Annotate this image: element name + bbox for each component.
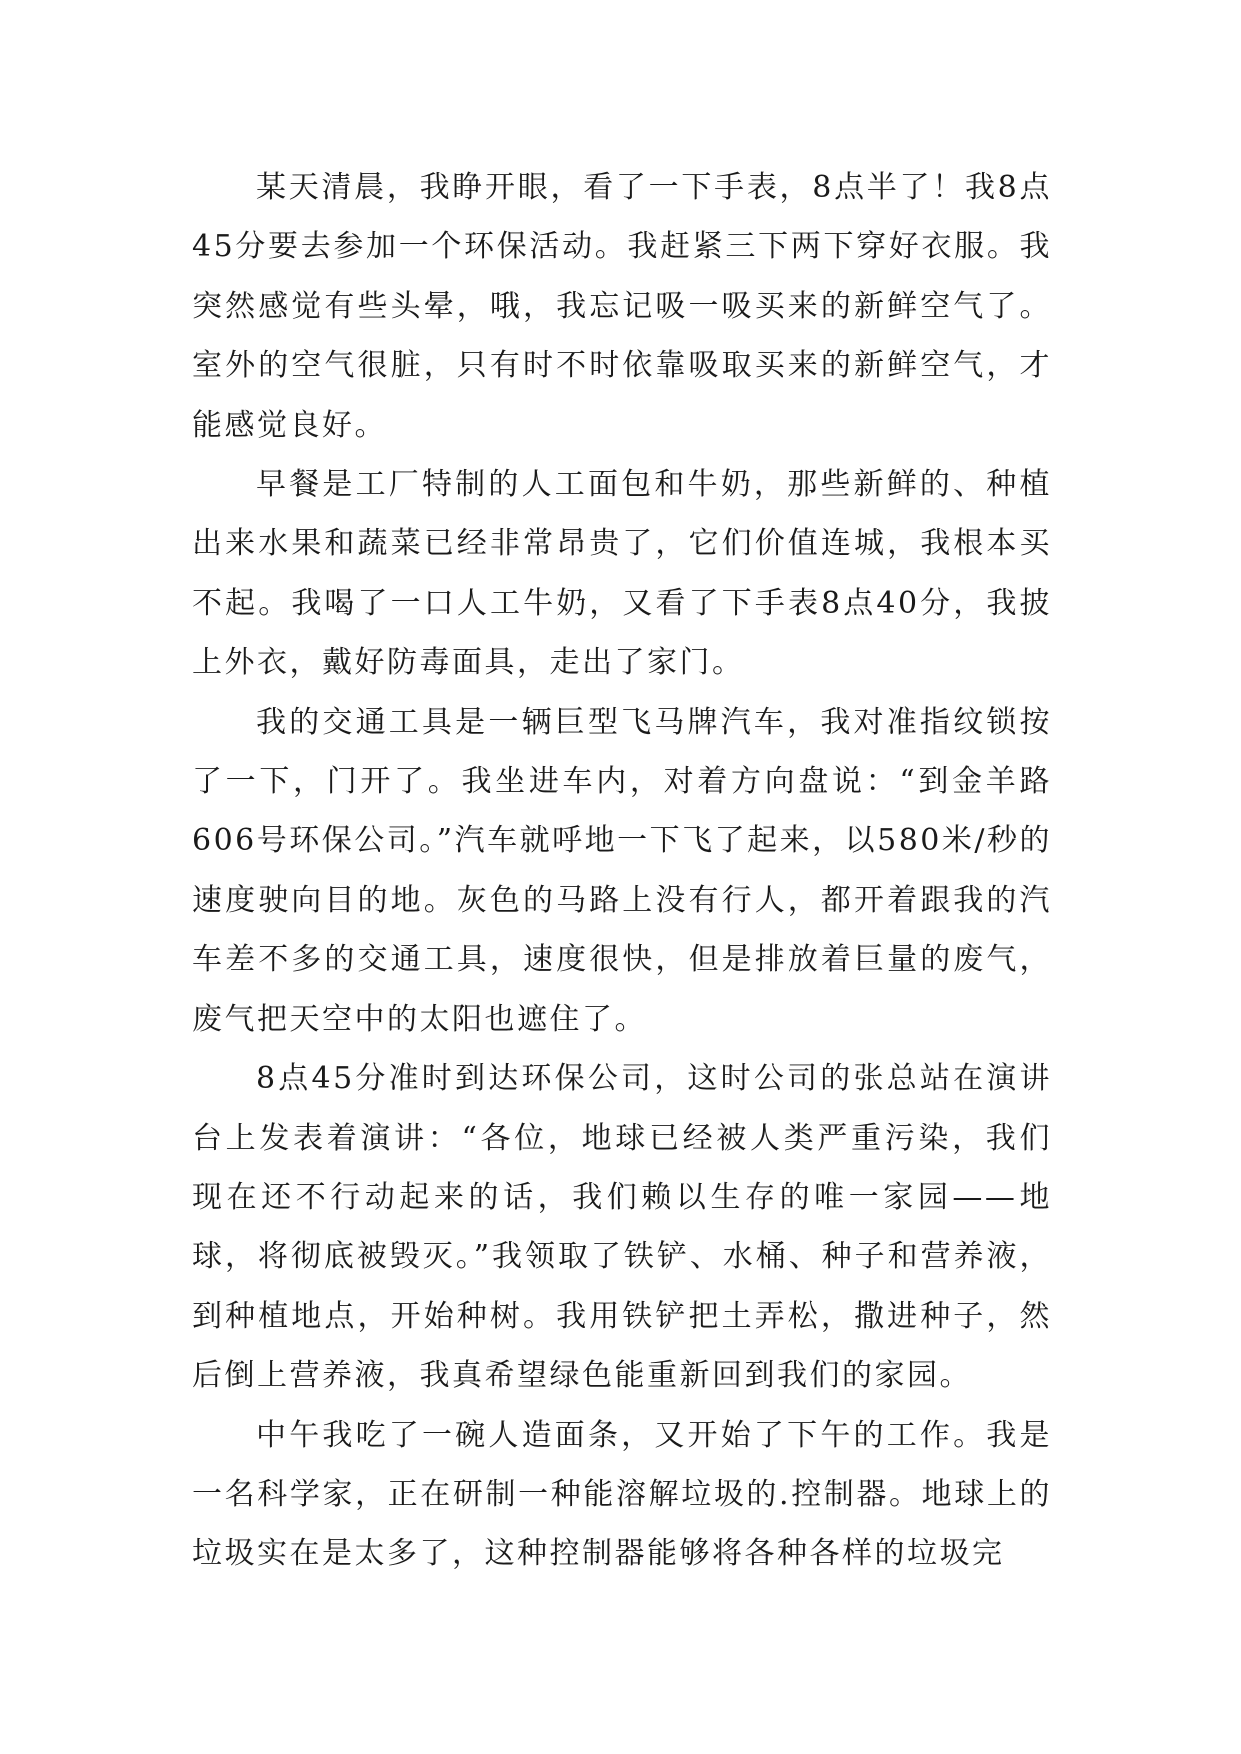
paragraph: 中午我吃了一碗人造面条，又开始了下午的工作。我是一名科学家，正在研制一种能溶解垃圾的.控制器。地球上的垃圾实在是太多了，这种控制器能够将各种各样的垃圾完 [192, 1417, 1052, 1572]
paragraph: 某天清晨，我睁开眼，看了一下手表，8点半了！我8点45分要去参加一个环保活动。我赶紧三下两下穿好衣服。我突然感觉有些头晕，哦，我忘记吸一吸买来的新鲜空气了。室外的空气很脏，只有时不时依靠吸取买来的新鲜空气，才能感觉良好。 [192, 170, 1052, 443]
paragraph: 8点45分准时到达环保公司，这时公司的张总站在演讲台上发表着演讲：“各位，地球已经被人类严重污染，我们现在还不行动起来的话，我们赖以生存的唯一家园——地球，将彻底被毁灭。”我领取了铁铲、水桶、种子和营养液，到种植地点，开始种树。我用铁铲把土弄松，撒进种子，然后倒上营养液，我真希望绿色能重新回到我们的家园。 [192, 1061, 1052, 1394]
paragraph: 早餐是工厂特制的人工面包和牛奶，那些新鲜的、种植出来水果和蔬菜已经非常昂贵了，它们价值连城，我根本买不起。我喝了一口人工牛奶，又看了下手表8点40分，我披上外衣，戴好防毒面具，走出了家门。 [192, 467, 1052, 681]
document-body [192, 158, 1052, 1584]
paragraph: 我的交通工具是一辆巨型飞马牌汽车，我对准指纹锁按了一下，门开了。我坐进车内，对着方向盘说：“到金羊路606号环保公司。”汽车就呼地一下飞了起来，以580米/秒的速度驶向目的地。灰色的马路上没有行人，都开着跟我的汽车差不多的交通工具，速度很快，但是排放着巨量的废气，废气把天空中的太阳也遮住了。 [192, 704, 1052, 1037]
